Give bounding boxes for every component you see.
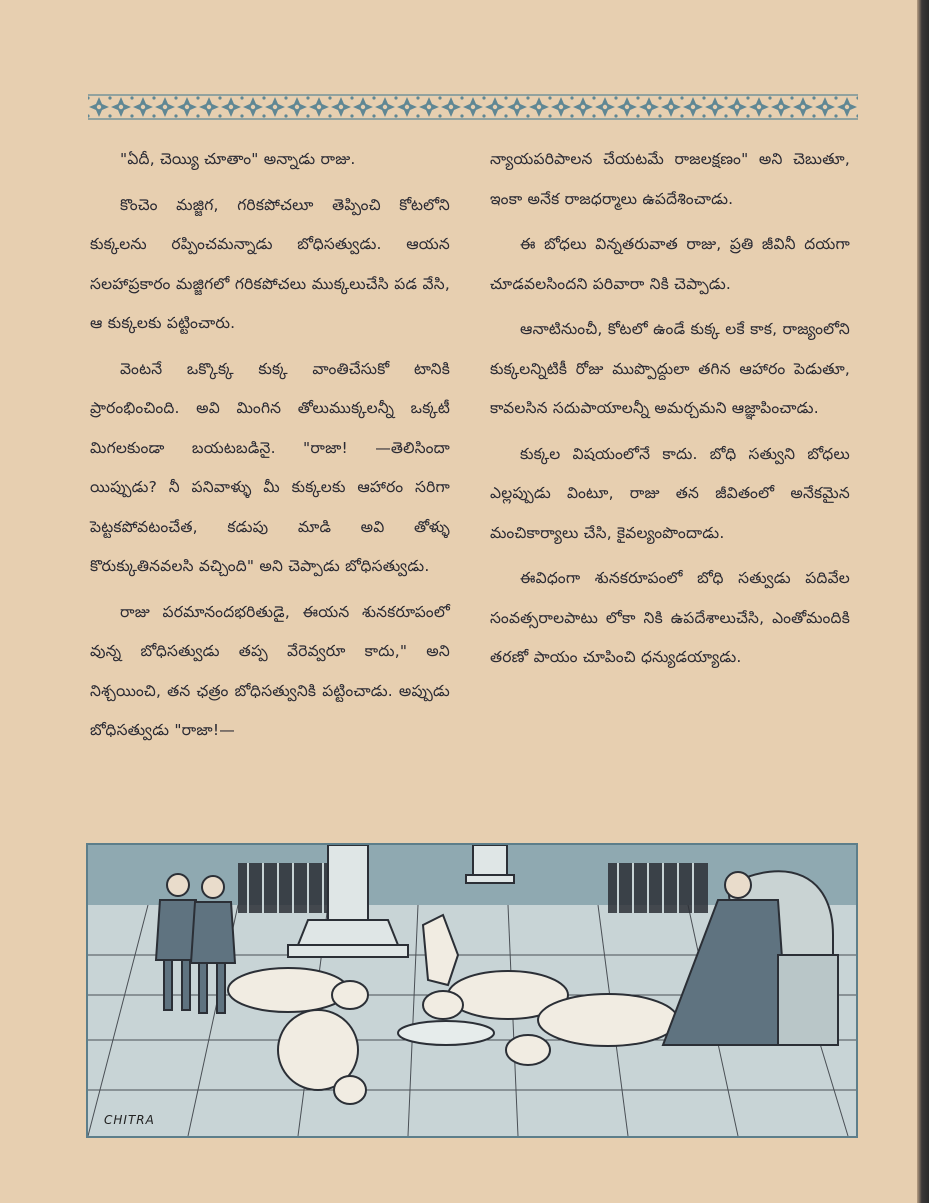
- paragraph: ఈ బోధలు విన్నతరువాత రాజు, ప్రతి జీవినీ దయగా చూడవలసిందని పరివారా నికి చెప్పాడు.: [490, 235, 850, 293]
- paragraph: కొంచెం మజ్జిగ, గరికపోచలూ తెప్పించి కోటలోని కుక్కలను రప్పించమన్నాడు బోధిసత్వుడు. ఆయన సలహాప్రకారం మజ్జిగలో గరికపోచలు ముక్కలుచేసి పడ వేసి, ఆ కుక్కలకు పట్టించారు.: [90, 195, 450, 332]
- paragraph: వెంటనే ఒక్కొక్క కుక్క వాంతిచేసుకో టానికి ప్రారంభించింది. అవి మింగిన తోలుముక్కలన్నీ ఒక్కటీ మిగలకుండా బయటబడినై. "రాజా! —తెలిసిందా యిప్పుడు? నీ పనివాళ్ళు మీ కుక్కలకు ఆహారం సరిగా పెట్టకపోవటంచేత, కడుపు మాడి అవి తోళ్ళు కొరుక్కుతినవలసి వచ్చింది" అని చెప్పాడు బోధిసత్వుడు.: [90, 359, 450, 575]
- paragraph: ఆనాటినుంచీ, కోటలో ఉండే కుక్క లకే కాక, రాజ్యంలోని కుక్కలన్నిటికీ రోజు ముప్పొద్దులా తగిన ఆహారం పెడుతూ, కావలసిన సదుపాయాలన్నీ అమర్చమని ఆజ్ఞాపించాడు.: [490, 320, 850, 417]
- page-edge: [917, 0, 929, 1203]
- border-pattern-icon: [88, 94, 858, 120]
- paragraph: రాజు పరమానందభరితుడై, ఈయన శునకరూపంలో వున్న బోధిసత్వుడు తప్ప వేరెవ్వరూ కాదు," అని నిశ్చయించి, తన ఛత్రం బోధిసత్వునికి పట్టించాడు. అప్పుడు బోధిసత్వుడు "రాజా!—: [90, 602, 450, 739]
- right-column: [490, 140, 850, 684]
- paragraph: న్యాయపరిపాలన చేయటమే రాజలక్షణం" అని చెబుతూ, ఇంకా అనేక రాజధర్మాలు ఉపదేశించాడు.: [490, 150, 850, 208]
- article-body: [90, 140, 855, 830]
- decorative-border: [88, 94, 858, 120]
- court-scene-icon: [88, 845, 856, 1136]
- paragraph: కుక్కల విషయంలోనే కాదు. బోధి సత్వుని బోధలు ఎల్లప్పుడు వింటూ, రాజు తన జీవితంలో అనేకమైన మంచికార్యాలు చేసి, కైవల్యంపొందాడు.: [490, 444, 850, 542]
- left-column: [90, 140, 450, 757]
- paragraph: ఈవిధంగా శునకరూపంలో బోధి సత్వుడు పదివేల సంవత్సరాలపాటు లోకా నికి ఉపదేశాలుచేసి, ఎంతోమందికి తరణో పాయం చూపించి ధన్యుడయ్యాడు.: [490, 569, 850, 666]
- paragraph: "ఏదీ, చెయ్యి చూతాం" అన్నాడు రాజు.: [120, 150, 356, 168]
- illustration: [86, 843, 858, 1138]
- artist-signature: CHITRA: [104, 1113, 155, 1127]
